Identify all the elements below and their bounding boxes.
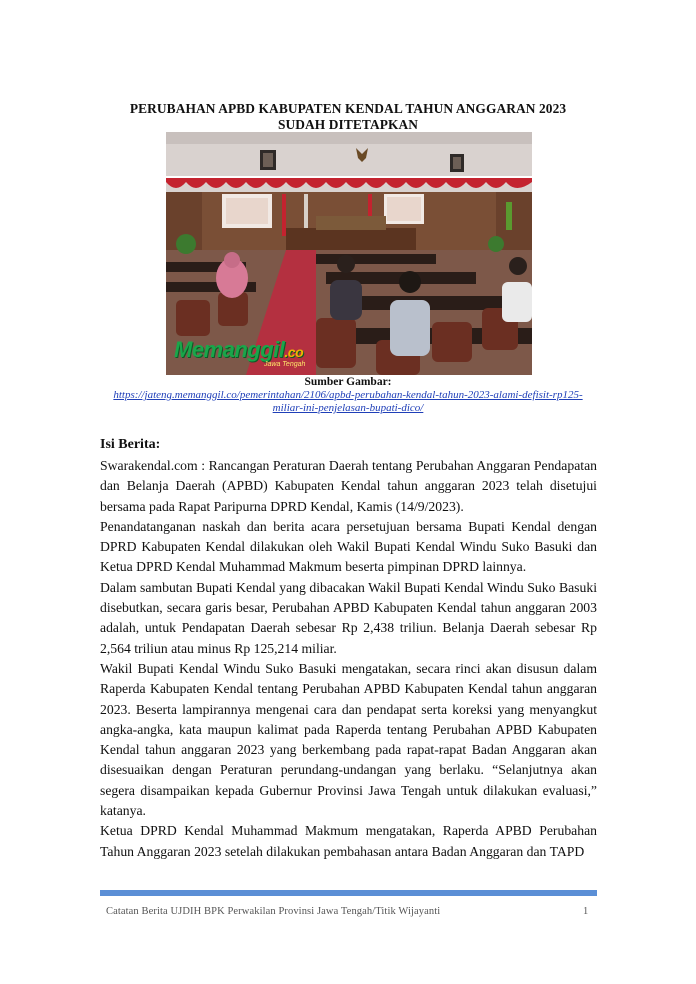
image-source-label: Sumber Gambar: <box>304 376 392 388</box>
news-photo <box>166 132 532 375</box>
document-title <box>100 101 596 133</box>
paragraph: Wakil Bupati Kendal Windu Suko Basuki mengatakan, secara rinci akan disusun dalam Raperda Kabupaten Kendal tentang Perubahan APBD Kabupaten Kendal tahun anggaran 2023. Beserta lampirannya mengenai cara dan pendapat serta koreksi yang menyangkut angka-angka, kata maupun kalimat pada Raperda tentang Perubahan APBD Kabupaten Kendal tahun anggaran 2023 yang berkembang pada rapat-rapat Badan Anggaran akan disesuaikan dengan Peraturan perundang-undangan yang berlaku. “Selanjutnya akan segera disampaikan kepada Gubernur Provinsi Jawa Tengah untuk dilakukan evaluasi,” katanya. <box>100 660 597 819</box>
title-line-2: SUDAH DITETAPKAN <box>277 117 419 132</box>
watermark-logo: Memanggil.co <box>174 337 304 362</box>
footer-text: Catatan Berita UJDIH BPK Perwakilan Provinsi Jawa Tengah/Titik Wijayanti <box>106 906 441 917</box>
footer-rule <box>100 890 597 896</box>
paragraph: Penandatanganan naskah dan berita acara persetujuan bersama Bupati Kendal dengan DPRD Kabupaten Kendal dilakukan oleh Wakil Bupati Kendal Windu Suko Basuki dan Ketua DPRD Kendal Muhammad Makmum beserta pimpinan DPRD lainnya. <box>100 518 597 575</box>
watermark-subtitle: Jawa Tengah <box>264 361 306 368</box>
image-source-link[interactable]: https://jateng.memanggil.co/pemerintahan/2106/apbd-perubahan-kendal-tahun-2023-alami-defisit-rp125-miliar-ini-penjelasan-bupati-dico/ <box>113 389 583 414</box>
paragraph: Dalam sambutan Bupati Kendal yang dibacakan Wakil Bupati Kendal Windu Suko Basuki disebutkan, secara garis besar, Perubahan APBD Kabupaten Kendal tahun anggaran 2003 adalah, untuk Pendapatan Daerah sebesar Rp 2,438 triliun. Belanja Daerah sebesar Rp 2,564 triliun atau minus Rp 125,214 miliar. <box>100 579 597 656</box>
title-line-1: PERUBAHAN APBD KABUPATEN KENDAL TAHUN ANGGARAN 2023 <box>129 101 567 116</box>
paragraph: Ketua DPRD Kendal Muhammad Makmum mengatakan, Raperda APBD Perubahan Tahun Anggaran 2023 setelah dilakukan pembahasan antara Badan Anggaran dan TAPD <box>100 823 597 859</box>
article-body <box>100 456 597 862</box>
section-heading: Isi Berita: <box>100 437 161 452</box>
paragraph: Swarakendal.com : Rancangan Peraturan Daerah tentang Perubahan Anggaran Pendapatan dan Belanja Daerah (APBD) Kabupaten Kendal tahun anggaran 2023 telah disetujui bersama pada Rapat Paripurna DPRD Kendal, Kamis (14/9/2023). <box>100 458 597 514</box>
page-number: 1 <box>583 906 589 917</box>
